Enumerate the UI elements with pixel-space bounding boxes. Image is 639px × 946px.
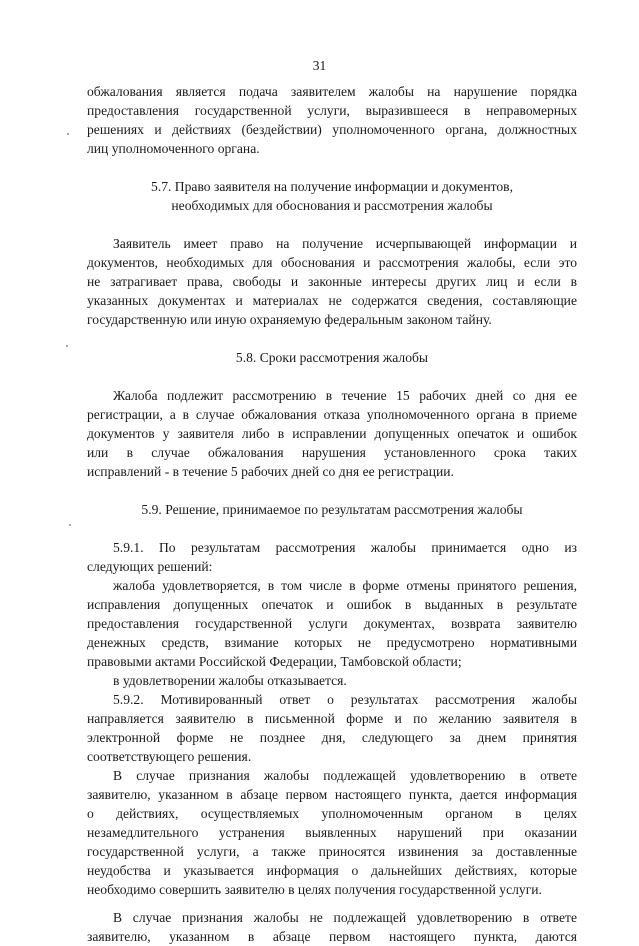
text-line: жалоба удовлетворяется, в том числе в форме отмены принятого решения, xyxy=(113,578,577,593)
text-line: заявителю, указанном в абзаце первом настоящего пункта, даются xyxy=(87,929,577,944)
text-line: В случае признания жалобы подлежащей удовлетворению в ответе xyxy=(113,768,577,783)
spacer xyxy=(87,519,577,538)
section-heading-5-9: 5.9. Решение, принимаемое по результатам рассмотрения жалобы xyxy=(141,502,523,517)
clause-5-9-2-satisfied-case xyxy=(87,766,577,899)
text-line: государственной услуги, а также приносятся извинения за доставленные xyxy=(87,844,577,859)
text-line: соответствующего решения. xyxy=(87,749,252,764)
text-line: Заявитель имеет право на получение исчерпывающей информации и xyxy=(113,236,577,251)
spacer xyxy=(87,215,577,234)
heading-line: необходимых для обоснования и рассмотрения жалобы xyxy=(171,198,493,213)
text-line: предоставления государственной услуги, выразившееся в неправомерных xyxy=(87,103,577,118)
clause-5-9-1-option-satisfy xyxy=(87,576,577,671)
text-line: государственную или иную охраняемую федеральным законом тайну. xyxy=(87,312,492,327)
text-line: необходимо совершить заявителю в целях получения государственной услуги. xyxy=(87,882,542,897)
spacer xyxy=(87,899,577,908)
text-line: правовыми актами Российской Федерации, Тамбовской области; xyxy=(87,654,462,669)
clause-5-9-1-option-refuse xyxy=(87,671,577,690)
text-line: исправлений - в течение 5 рабочих дней со дня ее регистрации. xyxy=(87,464,454,479)
clause-5-9-1 xyxy=(87,538,577,576)
spacer xyxy=(87,158,577,177)
section-heading-5-8: 5.8. Сроки рассмотрения жалобы xyxy=(235,350,429,365)
text-line: документов у заявителя либо в исправлении допущенных опечаток и ошибок xyxy=(87,426,577,441)
text-line: следующих решений: xyxy=(87,559,213,574)
text-line: заявителю, указанном в абзаце первом настоящего пункта, дается информация xyxy=(87,787,577,802)
spacer xyxy=(87,329,577,348)
scan-speck xyxy=(67,133,69,135)
text-line: в удовлетворении жалобы отказывается. xyxy=(113,673,347,688)
text-line: или в случае обжалования нарушения установленного срока таких xyxy=(87,445,577,460)
text-line: 5.9.1. По результатам рассмотрения жалобы принимается одно из xyxy=(113,540,577,555)
text-line: Жалоба подлежит рассмотрению в течение 15 рабочих дней со дня ее xyxy=(113,388,577,403)
section-5-7-paragraph xyxy=(87,234,577,329)
document-body xyxy=(87,82,577,946)
text-line: лиц уполномоченного органа. xyxy=(87,141,260,156)
text-line: денежных средств, взимание которых не предусмотрено нормативными xyxy=(87,635,577,650)
spacer xyxy=(87,481,577,500)
text-line: предоставления государственной услуги документах, возврата заявителю xyxy=(87,616,577,631)
scan-speck xyxy=(66,345,68,347)
clause-5-9-2-refused-case xyxy=(87,908,577,946)
text-line: документов, необходимых для обоснования и рассмотрения жалобы, если это xyxy=(87,255,577,270)
text-line: указанных документах и материалах не содержатся сведения, составляющие xyxy=(87,293,577,308)
page-number: 31 xyxy=(312,58,327,73)
text-line: незамедлительного устранения выявленных нарушений при оказании xyxy=(87,825,577,840)
text-line: электронной форме не позднее дня, следующего за днем принятия xyxy=(87,730,577,745)
text-line: регистрации, а в случае обжалования отказа уполномоченного органа в приеме xyxy=(87,407,577,422)
text-line: В случае признания жалобы не подлежащей удовлетворению в ответе xyxy=(113,910,577,925)
text-line: 5.9.2. Мотивированный ответ о результатах рассмотрения жалобы xyxy=(113,692,577,707)
heading-line: 5.7. Право заявителя на получение информации и документов, xyxy=(151,179,513,194)
text-line: неудобства и указывается информация о дальнейших действиях, которые xyxy=(87,863,577,878)
scan-speck xyxy=(69,524,71,526)
text-line: решениях и действиях (бездействии) уполномоченного органа, должностных xyxy=(87,122,577,137)
text-line: о действиях, осуществляемых уполномоченным органом в целях xyxy=(87,806,577,821)
section-heading-5-7 xyxy=(87,177,577,215)
clause-5-9-2 xyxy=(87,690,577,766)
spacer xyxy=(87,367,577,386)
text-line: исправления допущенных опечаток и ошибок в выданных в результате xyxy=(87,597,577,612)
text-line: обжалования является подача заявителем жалобы на нарушение порядка xyxy=(87,84,577,99)
section-5-8-paragraph xyxy=(87,386,577,481)
text-line: направляется заявителю в письменной форме и по желанию заявителя в xyxy=(87,711,577,726)
text-line: не затрагивает права, свободы и законные интересы других лиц и если в xyxy=(87,274,577,289)
intro-paragraph xyxy=(87,82,577,158)
